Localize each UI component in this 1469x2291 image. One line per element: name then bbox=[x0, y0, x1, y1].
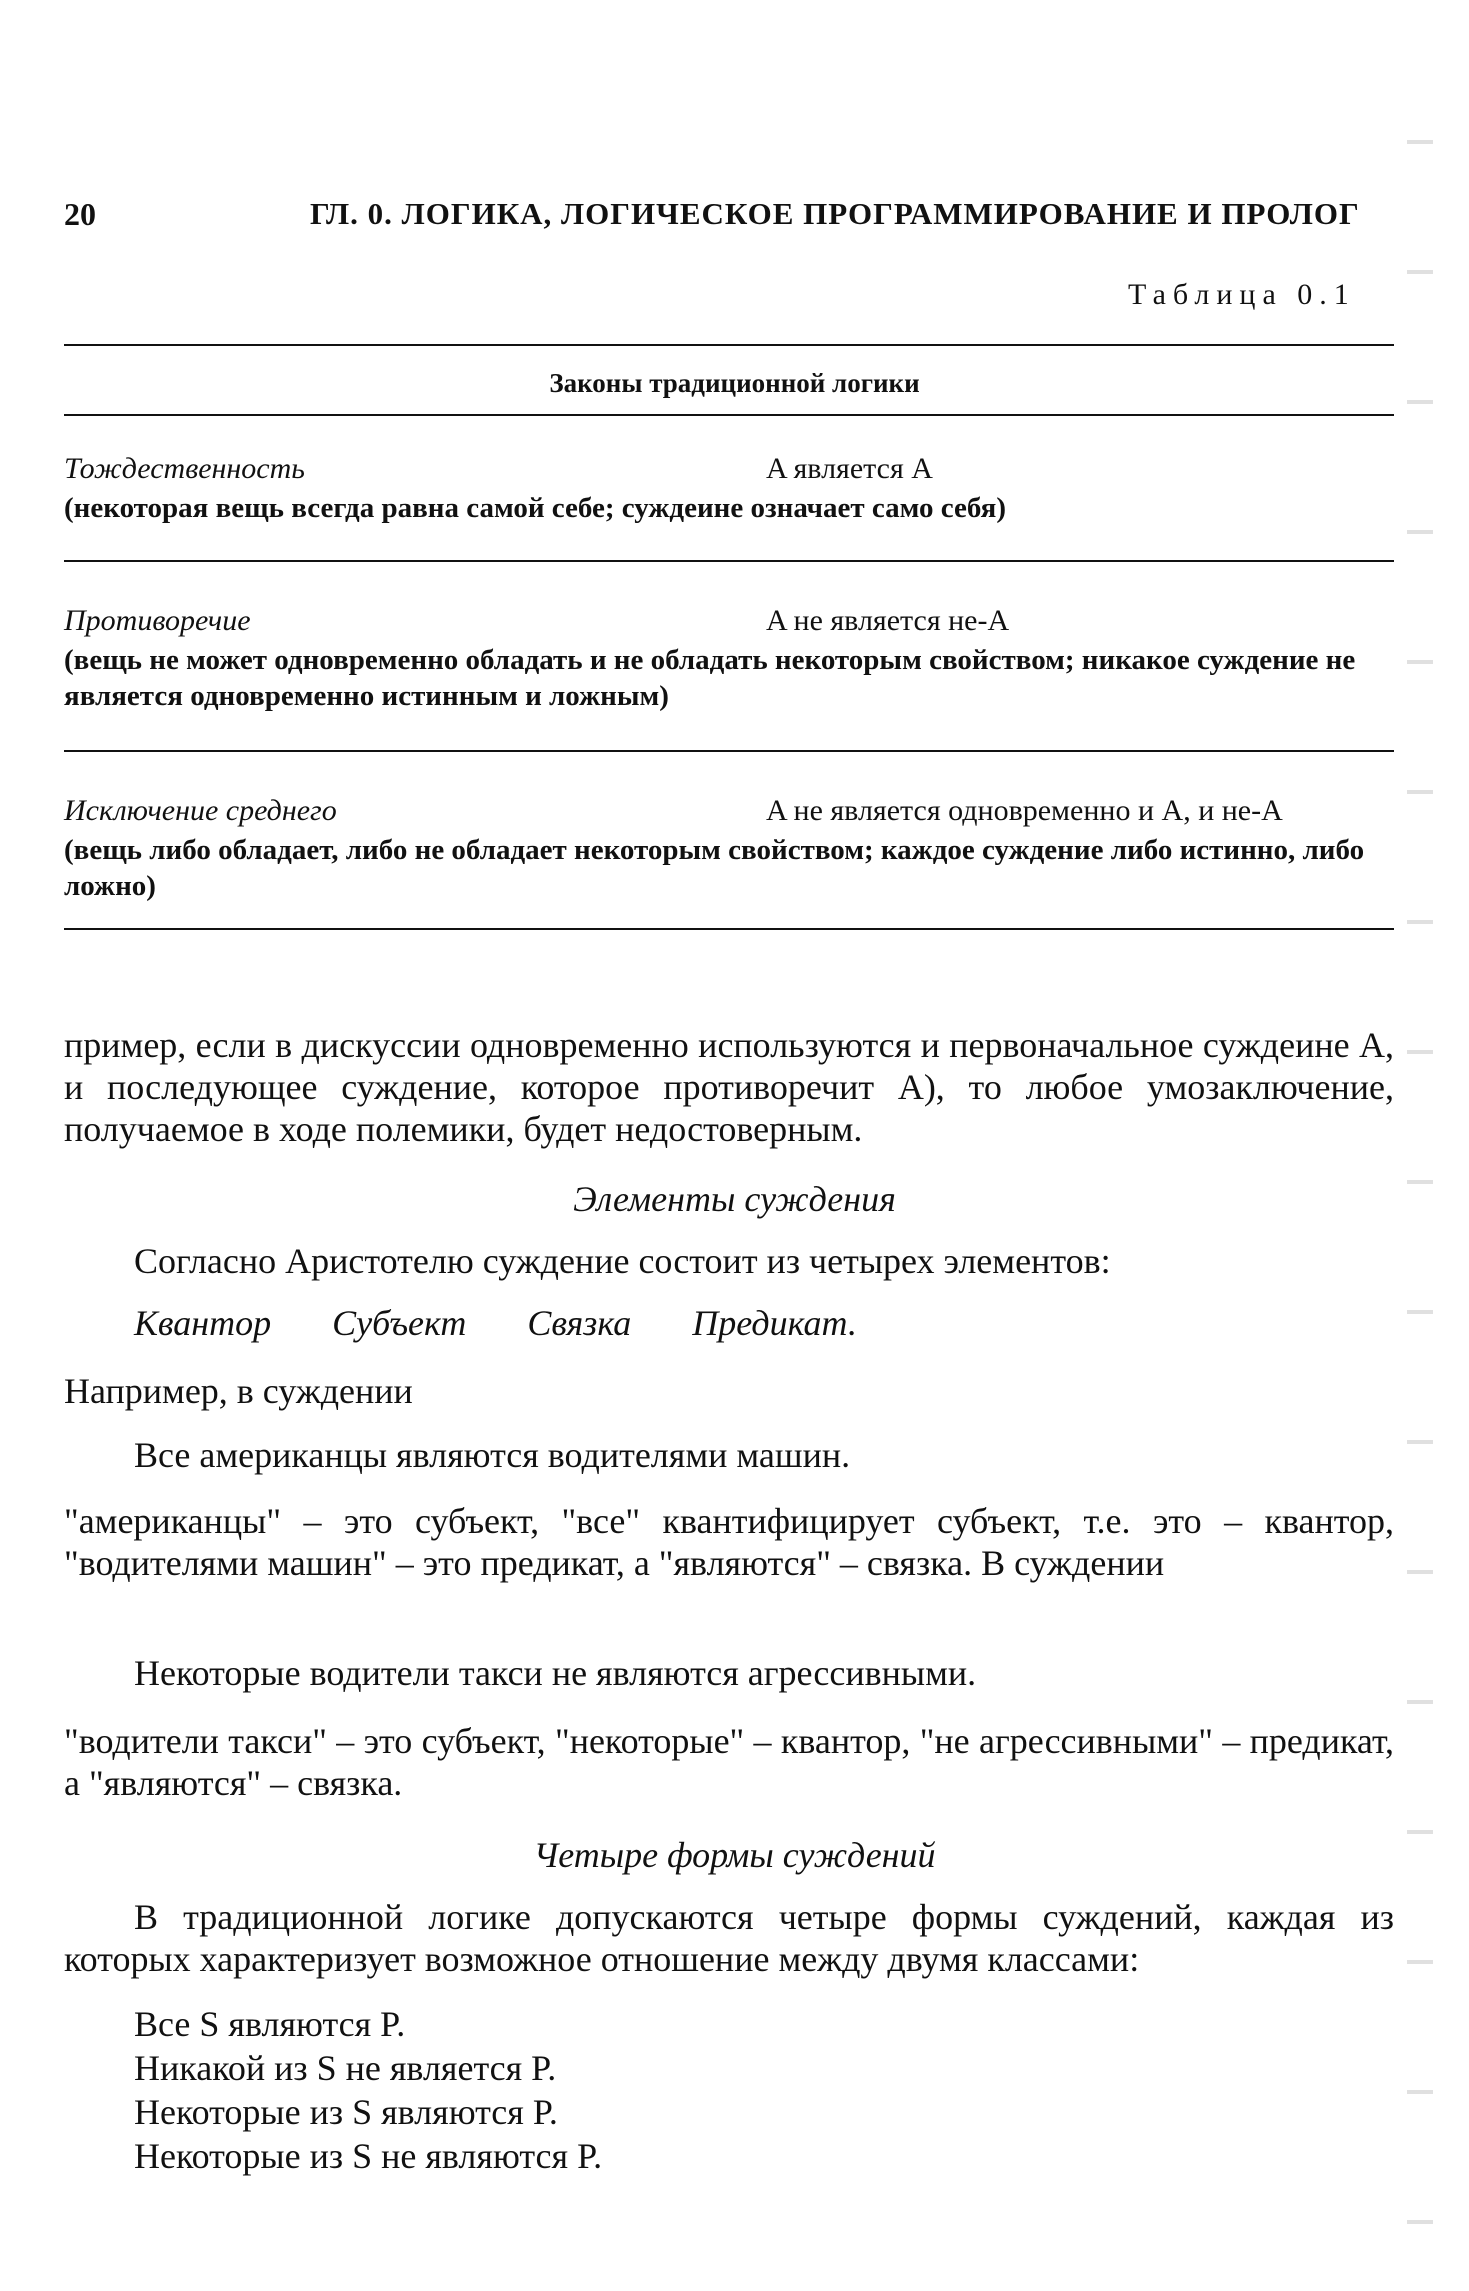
element-quantifier: Квантор bbox=[134, 1303, 272, 1343]
paragraph: "водители такси" – это субъект, "некоторые" – квантор, "не агрессивными" – предикат, а "являются" – связка. bbox=[64, 1721, 1394, 1803]
law-formula: A является A bbox=[766, 452, 933, 485]
section-heading: Элементы суждения bbox=[573, 1179, 896, 1219]
element-subject: Субъект bbox=[332, 1303, 467, 1343]
page-number: 20 bbox=[64, 196, 96, 232]
law-description: (вещь не может одновременно обладать и не обладать некоторым свойством; никакое суждение не является одновременно истинным и ложным) bbox=[64, 644, 1356, 712]
table-header-rule bbox=[64, 414, 1394, 416]
element-copula: Связка bbox=[527, 1303, 632, 1343]
section-heading: Четыре формы суждений bbox=[533, 1835, 936, 1875]
example-sentence: Все американцы являются водителями машин. bbox=[134, 1435, 851, 1475]
list-item: Все S являются P. bbox=[134, 2004, 406, 2044]
table-title: Законы традиционной логики bbox=[549, 368, 920, 398]
example-sentence: Некоторые водители такси не являются агрессивными. bbox=[134, 1653, 977, 1693]
law-formula: A не является не-A bbox=[766, 604, 1010, 637]
table-row-rule bbox=[64, 750, 1394, 752]
law-name: Противоречие bbox=[64, 604, 251, 637]
law-name: Тождественность bbox=[64, 452, 305, 485]
list-item: Некоторые из S являются P. bbox=[134, 2092, 558, 2132]
law-name: Исключение среднего bbox=[64, 794, 337, 827]
table-bottom-rule bbox=[64, 928, 1394, 930]
table-top-rule bbox=[64, 344, 1394, 346]
paragraph: Согласно Аристотелю суждение состоит из четырех элементов: bbox=[134, 1241, 1111, 1281]
running-header: ГЛ. 0. ЛОГИКА, ЛОГИЧЕСКОЕ ПРОГРАММИРОВАНИЕ И ПРОЛОГ bbox=[310, 196, 1360, 231]
judgment-elements bbox=[134, 1302, 909, 1344]
paragraph: Например, в суждении bbox=[64, 1371, 413, 1411]
element-predicate: Предикат. bbox=[692, 1303, 857, 1343]
paragraph: В традиционной логике допускаются четыре формы суждений, каждая из которых характеризует возможное отношение между двумя классами: bbox=[64, 1897, 1394, 1979]
table-label: Таблица 0.1 bbox=[1128, 278, 1356, 311]
law-description: (вещь либо обладает, либо не обладает некоторым свойством; каждое суждение либо истинно, либо ложно) bbox=[64, 834, 1365, 902]
list-item: Никакой из S не является P. bbox=[134, 2048, 557, 2088]
law-description: (некоторая вещь всегда равна самой себе; суждеине означает само себя) bbox=[64, 492, 1006, 524]
paragraph: пример, если в дискуссии одновременно используются и первоначальное суждеине А, и последующее суждение, которое противоречит А), то любое умозаключение, получаемое в ходе полемики, будет недостоверным. bbox=[64, 1025, 1394, 1149]
table-row-rule bbox=[64, 560, 1394, 562]
law-formula: A не является одновременно и A, и не-A bbox=[766, 794, 1283, 827]
list-item: Некоторые из S не являются P. bbox=[134, 2136, 603, 2176]
paragraph: "американцы" – это субъект, "все" квантифицирует субъект, т.е. это – квантор, "водителями машин" – это предикат, а "являются" – связка. В суждении bbox=[64, 1501, 1394, 1583]
judgment-forms-list bbox=[134, 2002, 602, 2178]
